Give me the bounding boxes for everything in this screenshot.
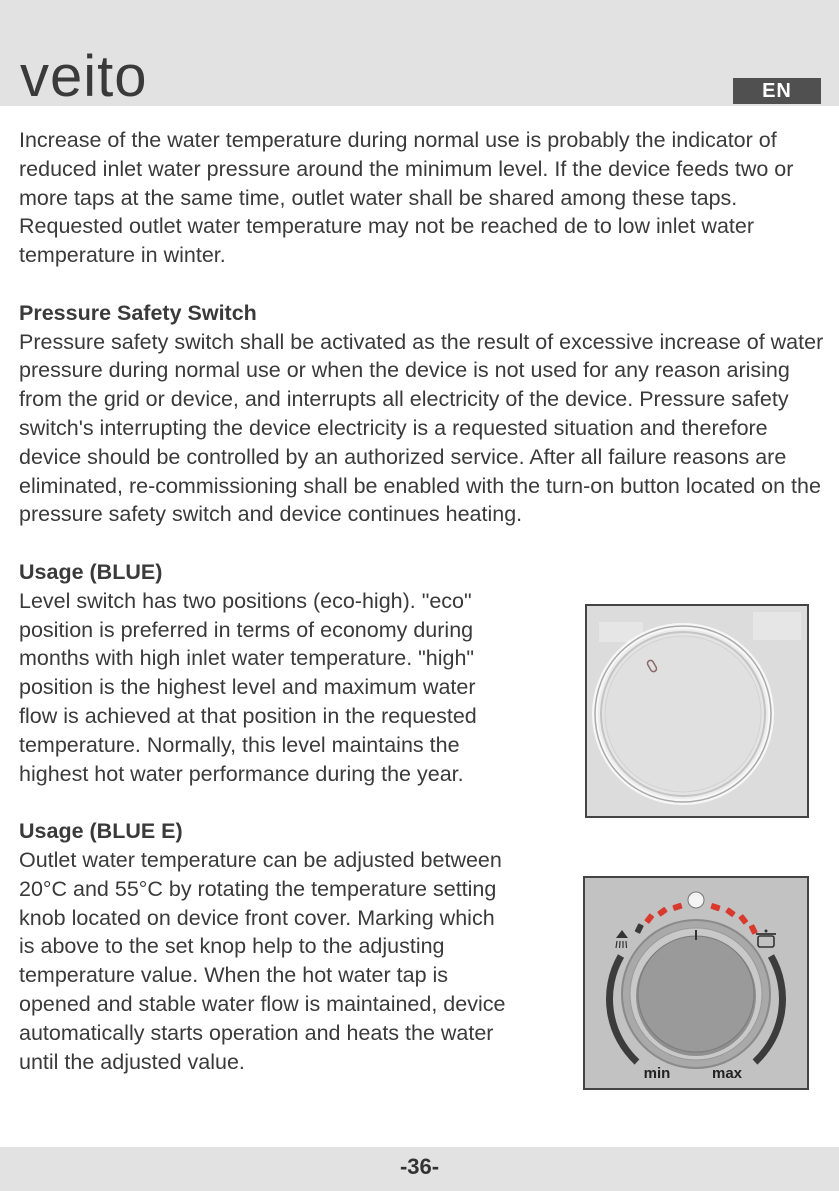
text-line: is above to the set knop help to the adjusting <box>19 934 445 959</box>
knob-max-label: max <box>711 1065 743 1082</box>
text-line: knob located on device front cover. Marking which <box>19 905 495 930</box>
level-switch-image <box>585 604 809 818</box>
text-line: until the adjusted value. <box>19 1049 245 1074</box>
text-line: months with high inlet water temperature. "high" <box>19 646 475 671</box>
text-line: temperature value. When the hot water tap is <box>19 963 449 988</box>
text-line: position is the highest level and maximum water <box>19 675 476 700</box>
page-footer <box>0 1147 839 1191</box>
temperature-knob-image <box>583 876 809 1090</box>
page-header <box>0 0 839 106</box>
svg-text:veito: veito <box>20 50 148 106</box>
language-badge: EN <box>733 78 821 104</box>
section-title-usage-blue-e: Usage (BLUE E) <box>19 819 183 844</box>
intro-paragraph: Increase of the water temperature during normal use is probably the indicator of reduced inlet water pressure around the minimum level. If the device feeds two or more taps at the same time, outlet water shall be shared among these taps. Requested outlet water temperature may not be reached de to low inlet water temperature in winter. <box>19 128 794 268</box>
text-line: automatically starts operation and heats the water <box>19 1020 494 1045</box>
text-line: flow is achieved at that position in the requested <box>19 703 477 728</box>
text-line: highest hot water performance during the year. <box>19 761 464 786</box>
text-line: Outlet water temperature can be adjusted between <box>19 847 502 872</box>
text-line: opened and stable water flow is maintained, device <box>19 991 506 1016</box>
veito-logo <box>20 50 240 106</box>
section-title-pressure-switch: Pressure Safety Switch <box>19 300 257 325</box>
section-body-usage-blue-e <box>19 846 559 1076</box>
text-line: temperature. Normally, this level maintains the <box>19 732 460 757</box>
text-line: Level switch has two positions (eco-high). "eco" <box>19 588 472 613</box>
knob-min-label: min <box>643 1065 671 1082</box>
section-body-pressure-switch: Pressure safety switch shall be activated as the result of excessive increase of water pressure during normal use or when the device is not used for any reason arising from the grid or device, and interrupts all electricity of the device. Pressure safety switch's interrupting the device electricity is a requested situation and therefore device should be controlled by an authorized service. After all failure reasons are eliminated, re-commissioning shall be enabled with the turn-on button located on the pressure safety switch and device continues heating. <box>19 329 824 527</box>
text-line: position is preferred in terms of economy during <box>19 617 474 642</box>
section-body-usage-blue <box>19 587 559 789</box>
text-line: 20°C and 55°C by rotating the temperature setting <box>19 876 497 901</box>
page-number: -36- <box>399 1154 440 1179</box>
section-title-usage-blue: Usage (BLUE) <box>19 559 163 584</box>
